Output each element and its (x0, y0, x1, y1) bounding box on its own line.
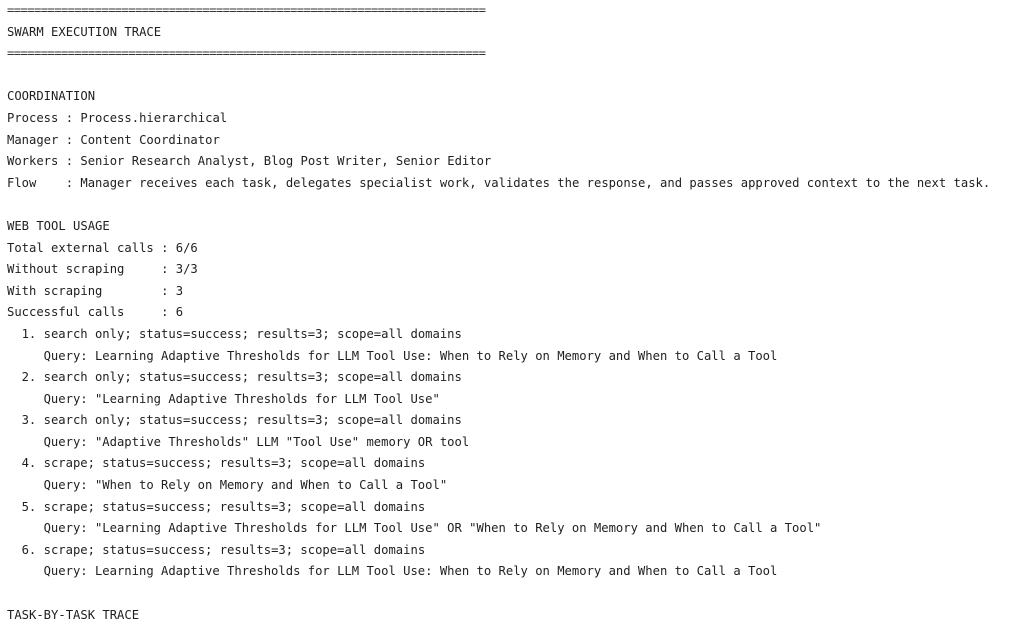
call-query: Query: "Adaptive Thresholds" LLM "Tool Use" memory OR tool (43, 434, 470, 449)
call-summary: 4. scrape; status=success; results=3; scope=all domains (21, 456, 426, 471)
without-scraping-count: Without scraping : 3/3 (7, 262, 198, 277)
coordination-flow: Flow : Manager receives each task, delegates specialist work, validates the response, and passes approved context to the next task. (7, 175, 991, 190)
call-summary: 2. search only; status=success; results=3; scope=all domains (21, 370, 462, 385)
total-external-calls: Total external calls : 6/6 (7, 240, 198, 255)
call-query: Query: "Learning Adaptive Thresholds for LLM Tool Use" OR "When to Rely on Memory and When to Call a Tool" (43, 521, 822, 536)
trace-title: SWARM EXECUTION TRACE (7, 24, 162, 39)
successful-calls-count: Successful calls : 6 (7, 305, 184, 320)
call-summary: 6. scrape; status=success; results=3; scope=all domains (21, 542, 426, 557)
web-tool-usage-heading: WEB TOOL USAGE (7, 218, 110, 233)
call-summary: 5. scrape; status=success; results=3; scope=all domains (21, 499, 426, 514)
call-summary: 3. search only; status=success; results=3; scope=all domains (21, 413, 462, 428)
with-scraping-count: With scraping : 3 (7, 283, 184, 298)
blank-line (7, 583, 1017, 605)
coordination-heading: COORDINATION (7, 89, 96, 104)
separator-rule: ======================================================================= (7, 3, 486, 17)
execution-trace-output (7, 0, 1017, 626)
blank-line (7, 65, 1017, 87)
call-query: Query: "Learning Adaptive Thresholds for LLM Tool Use" (43, 391, 440, 406)
task-trace-heading: TASK-BY-TASK TRACE (7, 607, 140, 622)
blank-line (7, 194, 1017, 216)
coordination-manager: Manager : Content Coordinator (7, 132, 220, 147)
coordination-process: Process : Process.hierarchical (7, 110, 228, 125)
call-summary: 1. search only; status=success; results=3; scope=all domains (21, 326, 462, 341)
call-query: Query: Learning Adaptive Thresholds for LLM Tool Use: When to Rely on Memory and When to Call a Tool (43, 348, 778, 363)
call-query: Query: "When to Rely on Memory and When to Call a Tool" (43, 478, 448, 493)
coordination-workers: Workers : Senior Research Analyst, Blog Post Writer, Senior Editor (7, 154, 492, 169)
call-query: Query: Learning Adaptive Thresholds for LLM Tool Use: When to Rely on Memory and When to Call a Tool (43, 564, 778, 579)
separator-rule: ======================================================================= (7, 46, 486, 61)
